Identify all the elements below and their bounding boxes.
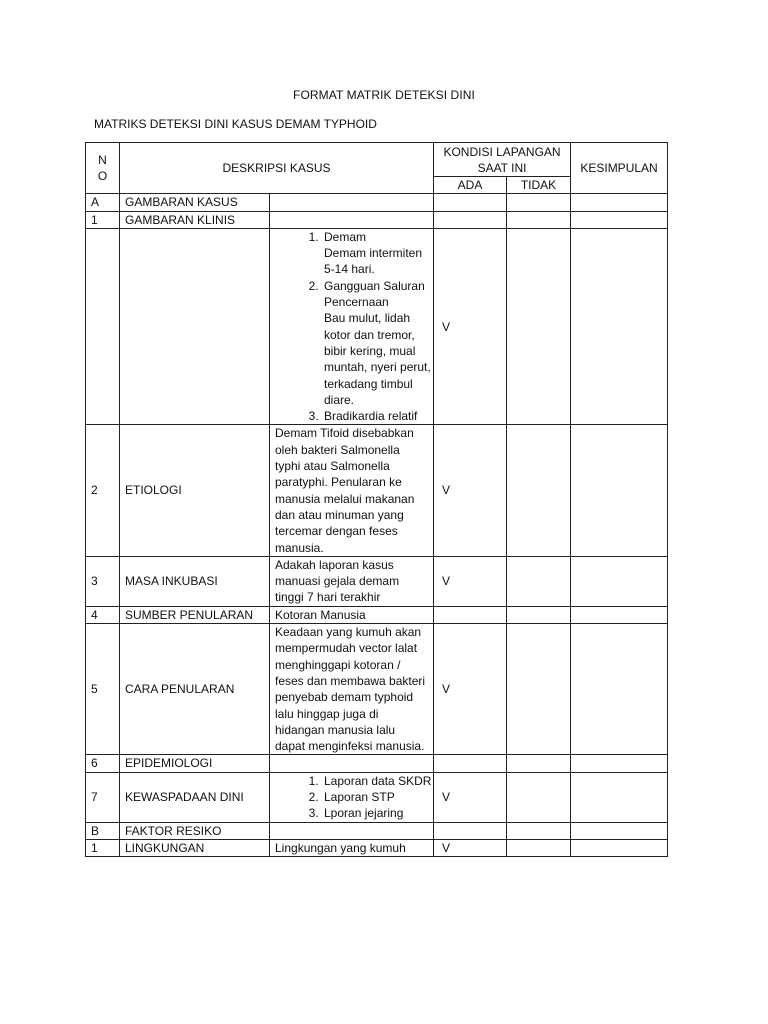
row-ada: V xyxy=(434,839,507,856)
row-tidak xyxy=(507,194,571,211)
list-item-head: Laporan data SKDR xyxy=(324,773,432,788)
row-no: 3 xyxy=(86,556,120,606)
row-ada: V xyxy=(434,624,507,755)
row-tidak xyxy=(507,228,571,425)
table-row xyxy=(86,228,668,425)
row-kesimpulan xyxy=(571,822,668,839)
document-title: FORMAT MATRIK DETEKSI DINI xyxy=(293,88,475,102)
row-label: LINGKUNGAN xyxy=(120,839,270,856)
row-tidak xyxy=(507,755,571,772)
row-ada xyxy=(434,822,507,839)
table-row xyxy=(86,194,668,211)
table-header-row xyxy=(86,143,668,177)
row-kesimpulan xyxy=(571,556,668,606)
row-kesimpulan xyxy=(571,211,668,228)
row-label: KEWASPADAAN DINI xyxy=(120,772,270,822)
list-item xyxy=(322,278,433,408)
row-kesimpulan xyxy=(571,839,668,856)
row-ada xyxy=(434,194,507,211)
row-desc: Lingkungan yang kumuh xyxy=(270,839,434,856)
row-tidak xyxy=(507,624,571,755)
list-item-head: Bradikardia relatif xyxy=(324,409,418,424)
row-tidak xyxy=(507,425,571,556)
row-label xyxy=(120,228,270,425)
row-tidak xyxy=(507,211,571,228)
row-label: GAMBARAN KLINIS xyxy=(120,211,270,228)
row-kesimpulan xyxy=(571,624,668,755)
row-no: 1 xyxy=(86,839,120,856)
list-item-head: Gangguan Saluran Pencernaan xyxy=(324,278,425,310)
row-desc xyxy=(270,211,434,228)
row-no: 6 xyxy=(86,755,120,772)
row-no: 1 xyxy=(86,211,120,228)
row-kesimpulan xyxy=(571,228,668,425)
row-desc: Demam Tifoid disebabkan oleh bakteri Salmonella typhi atau Salmonella paratyphi. Penularan ke manusia melalui makanan dan atau minuman yang tercemar dengan feses manusia. xyxy=(270,425,434,556)
table-row xyxy=(86,624,668,755)
header-no-line1: N xyxy=(98,153,107,168)
row-label: EPIDEMIOLOGI xyxy=(120,755,270,772)
row-tidak xyxy=(507,606,571,623)
row-no: 4 xyxy=(86,606,120,623)
header-tidak: TIDAK xyxy=(507,177,571,194)
early-warning-list xyxy=(270,773,433,822)
table-row xyxy=(86,822,668,839)
list-item-head: Lporan jejaring xyxy=(324,806,404,821)
row-ada: V xyxy=(434,772,507,822)
header-no-line2: O xyxy=(97,169,108,184)
matrix-subtitle: MATRIKS DETEKSI DINI KASUS DEMAM TYPHOID xyxy=(94,117,377,131)
row-desc: Kotoran Manusia xyxy=(270,606,434,623)
row-kesimpulan xyxy=(571,755,668,772)
row-label: FAKTOR RESIKO xyxy=(120,822,270,839)
header-ada: ADA xyxy=(434,177,507,194)
list-item-head: Laporan STP xyxy=(324,789,395,804)
row-ada xyxy=(434,755,507,772)
row-ada: V xyxy=(434,228,507,425)
row-no: 7 xyxy=(86,772,120,822)
row-label: GAMBARAN KASUS xyxy=(120,194,270,211)
row-no xyxy=(86,228,120,425)
header-kondisi xyxy=(434,143,571,177)
list-item xyxy=(322,408,433,424)
row-no: B xyxy=(86,822,120,839)
row-ada: V xyxy=(434,425,507,556)
table-row xyxy=(86,606,668,623)
row-ada: V xyxy=(434,556,507,606)
table-row xyxy=(86,772,668,822)
row-label: ETIOLOGI xyxy=(120,425,270,556)
table-row xyxy=(86,755,668,772)
detection-matrix-table xyxy=(85,142,668,857)
header-no xyxy=(86,143,120,194)
row-desc xyxy=(270,194,434,211)
row-no: A xyxy=(86,194,120,211)
header-kesimpulan: KESIMPULAN xyxy=(571,143,668,194)
table-row xyxy=(86,425,668,556)
row-desc xyxy=(270,228,434,425)
list-item-detail: Demam intermiten 5-14 hari. xyxy=(324,246,423,277)
row-label: SUMBER PENULARAN xyxy=(120,606,270,623)
row-kesimpulan xyxy=(571,425,668,556)
header-deskripsi: DESKRIPSI KASUS xyxy=(120,143,434,194)
list-item xyxy=(322,229,433,278)
row-desc: Keadaan yang kumuh akan mempermudah vector lalat menghinggapi kotoran / feses dan membawa bakteri penyebab demam typhoid lalu hinggap juga di hidangan manusia lalu dapat menginfeksi manusia. xyxy=(270,624,434,755)
row-kesimpulan xyxy=(571,194,668,211)
row-kesimpulan xyxy=(571,772,668,822)
row-kesimpulan xyxy=(571,606,668,623)
clinical-signs-list xyxy=(270,229,433,425)
list-item xyxy=(322,789,433,805)
row-tidak xyxy=(507,772,571,822)
list-item xyxy=(322,773,433,789)
row-ada xyxy=(434,606,507,623)
row-tidak xyxy=(507,822,571,839)
row-desc: Adakah laporan kasus manuasi gejala demam tinggi 7 hari terakhir xyxy=(270,556,434,606)
header-kondisi-line2: SAAT INI xyxy=(477,160,527,175)
table-row xyxy=(86,839,668,856)
row-label: CARA PENULARAN xyxy=(120,624,270,755)
row-tidak xyxy=(507,839,571,856)
row-no: 2 xyxy=(86,425,120,556)
row-desc xyxy=(270,772,434,822)
row-no: 5 xyxy=(86,624,120,755)
list-item-detail: Bau mulut, lidah kotor dan tremor, bibir kering, mual muntah, nyeri perut, terkadang timbul diare. xyxy=(324,311,431,407)
row-desc xyxy=(270,822,434,839)
table-row xyxy=(86,211,668,228)
row-label: MASA INKUBASI xyxy=(120,556,270,606)
row-tidak xyxy=(507,556,571,606)
row-ada xyxy=(434,211,507,228)
row-desc xyxy=(270,755,434,772)
header-kondisi-line1: KONDISI LAPANGAN xyxy=(443,144,561,159)
list-item xyxy=(322,805,433,821)
list-item-head: Demam xyxy=(324,229,367,244)
table-row xyxy=(86,556,668,606)
